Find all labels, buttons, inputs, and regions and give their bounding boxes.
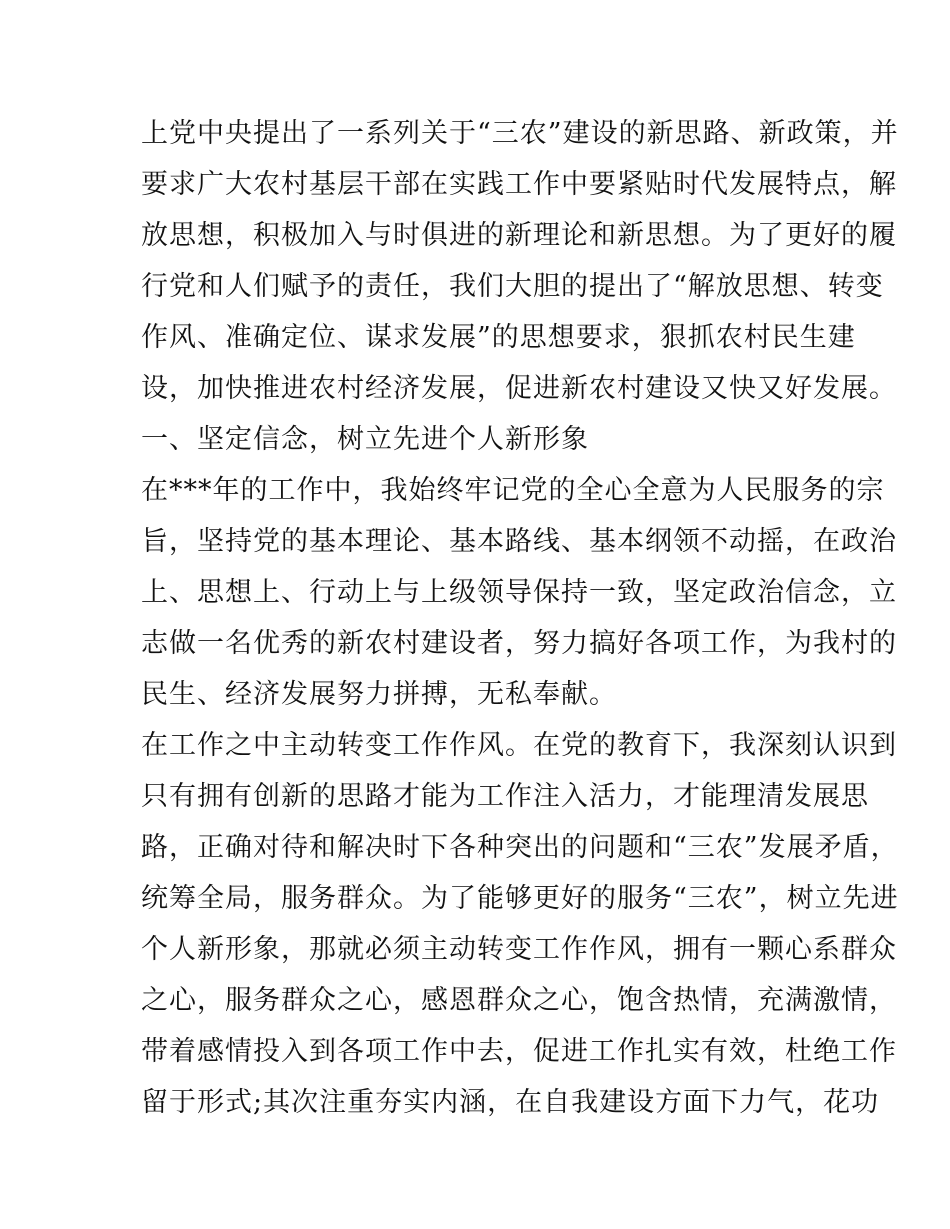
text-line: 留于形式;其次注重夯实内涵，在自我建设方面下力气，花功 bbox=[141, 1087, 880, 1118]
text-line: 统筹全局，服务群众。为了能够更好的服务“三农”，树立先进 bbox=[141, 883, 899, 914]
text-line: 带着感情投入到各项工作中去，促进工作扎实有效，杜绝工作 bbox=[141, 1036, 897, 1067]
text-line: 旨，坚持党的基本理论、基本路线、基本纲领不动摇，在政治 bbox=[141, 526, 897, 557]
text-line: 路，正确对待和解决时下各种突出的问题和“三农”发展矛盾， bbox=[141, 832, 899, 863]
text-line: 个人新形象，那就必须主动转变工作作风，拥有一颗心系群众 bbox=[141, 934, 897, 965]
document-body bbox=[141, 108, 899, 1128]
text-line: 作风、准确定位、谋求发展”的思想要求，狠抓农村民生建 bbox=[141, 322, 856, 353]
text-line: 志做一名优秀的新农村建设者，努力搞好各项工作，为我村的 bbox=[141, 628, 897, 659]
text-line: 在工作之中主动转变工作作风。在党的教育下，我深刻认识到 bbox=[141, 730, 897, 761]
text-line: 上、思想上、行动上与上级领导保持一致，坚定政治信念，立 bbox=[141, 577, 897, 608]
text-line: 之心，服务群众之心，感恩群众之心，饱含热情，充满激情， bbox=[141, 985, 897, 1016]
text-line: 要求广大农村基层干部在实践工作中要紧贴时代发展特点，解 bbox=[141, 169, 897, 200]
text-line: 在***年的工作中，我始终牢记党的全心全意为人民服务的宗 bbox=[141, 475, 885, 506]
text-line: 只有拥有创新的思路才能为工作注入活力，才能理清发展思 bbox=[141, 781, 869, 812]
text-line: 上党中央提出了一系列关于“三农”建设的新思路、新政策，并 bbox=[141, 118, 899, 149]
text-line: 放思想，积极加入与时俱进的新理论和新思想。为了更好的履 bbox=[141, 220, 897, 251]
text-line: 行党和人们赋予的责任，我们大胆的提出了“解放思想、转变 bbox=[141, 271, 884, 302]
section-heading: 一、坚定信念，树立先进个人新形象 bbox=[141, 424, 589, 455]
text-line: 民生、经济发展努力拼搏，无私奉献。 bbox=[141, 679, 617, 710]
text-line: 设，加快推进农村经济发展，促进新农村建设又快又好发展。 bbox=[141, 373, 897, 404]
